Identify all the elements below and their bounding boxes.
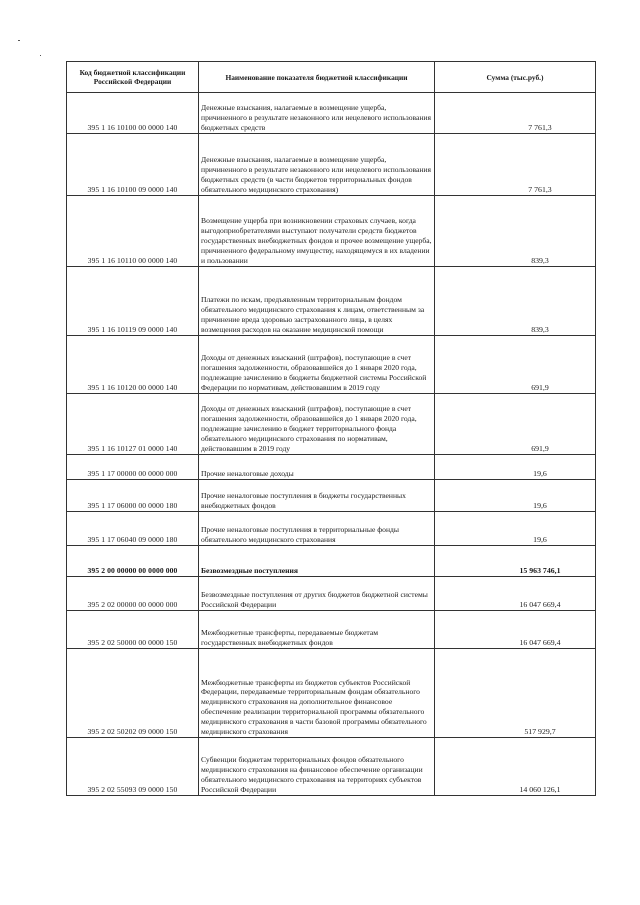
row-name: Субвенции бюджетам территориальных фондов обязательного медицинского страхования на финансовое обеспечение организации обязательного медицинского страхования на территориях субъектов Российской Федерации: [199, 738, 435, 796]
header-code: Код бюджетной классификации Российской Федерации: [67, 62, 199, 93]
row-name: Межбюджетные трансферты, передаваемые бюджетам государственных внебюджетных фондов: [199, 611, 435, 649]
row-sum: 7 761,3: [435, 134, 596, 196]
row-code: 395 2 02 50202 09 0000 150: [67, 649, 199, 738]
row-name: Возмещение ущерба при возникновении страховых случаев, когда выгодоприобретателями выступают получатели средств бюджетов государственных внебюджетных фондов и прочее возмещение ущерба, причиненного федеральному имуществу, находящемуся в их владении и пользовании: [199, 196, 435, 267]
row-sum: 19,6: [435, 480, 596, 512]
scan-speck: [18, 40, 20, 41]
row-sum: 517 929,7: [435, 649, 596, 738]
row-name: Платежи по искам, предъявленным территориальным фондом обязательного медицинского страхования к лицам, ответственным за причинение вреда здоровью застрахованного лица, в целях возмещения расходов на оказание медицинской помощи: [199, 267, 435, 336]
table-row: [67, 738, 596, 796]
table-header-row: [67, 62, 596, 93]
row-code: 395 2 02 50000 00 0000 150: [67, 611, 199, 649]
table-row: [67, 134, 596, 196]
header-name: Наименование показателя бюджетной классификации: [199, 62, 435, 93]
table-row: [67, 577, 596, 611]
row-name: Прочие неналоговые доходы: [199, 455, 435, 480]
row-name: Прочие неналоговые поступления в территориальные фонды обязательного медицинского страхования: [199, 512, 435, 546]
row-sum: 16 047 669,4: [435, 577, 596, 611]
row-name: Доходы от денежных взысканий (штрафов), поступающие в счет погашения задолженности, образовавшейся до 1 января 2020 года, подлежащие зачислению в бюджеты бюджетной системы Российской Федерации по нормативам, действовавшим в 2019 году: [199, 336, 435, 394]
row-name: Денежные взыскания, налагаемые в возмещение ущерба, причиненного в результате незаконного или нецелевого использования бюджетных средств: [199, 93, 435, 134]
table-row: [67, 512, 596, 546]
budget-classification-table: [66, 61, 596, 796]
row-code: 395 1 16 10100 09 0000 140: [67, 134, 199, 196]
row-name: Доходы от денежных взысканий (штрафов), поступающие в счет погашения задолженности, образовавшейся до 1 января 2020 года, подлежащие зачислению в бюджет территориального фонда обязательного медицинского страхования по нормативам, действовавшим в 2019 году: [199, 394, 435, 455]
row-sum: 7 761,3: [435, 93, 596, 134]
table-row-total: [67, 546, 596, 577]
row-sum: 839,3: [435, 267, 596, 336]
table-row: [67, 93, 596, 134]
row-code: 395 2 02 00000 00 0000 000: [67, 577, 199, 611]
row-code: 395 1 16 10120 00 0000 140: [67, 336, 199, 394]
row-code: 395 2 00 00000 00 0000 000: [67, 546, 199, 577]
table-row: [67, 480, 596, 512]
table-row: [67, 394, 596, 455]
row-sum: 16 047 669,4: [435, 611, 596, 649]
row-sum: 19,6: [435, 512, 596, 546]
table-row: [67, 455, 596, 480]
header-sum: Сумма (тыс.руб.): [435, 62, 596, 93]
row-code: 395 1 17 06000 00 0000 180: [67, 480, 199, 512]
row-code: 395 1 17 06040 09 0000 180: [67, 512, 199, 546]
row-sum: 19,6: [435, 455, 596, 480]
row-name: Прочие неналоговые поступления в бюджеты государственных внебюджетных фондов: [199, 480, 435, 512]
row-code: 395 1 16 10119 09 0000 140: [67, 267, 199, 336]
row-code: 395 1 16 10110 00 0000 140: [67, 196, 199, 267]
row-code: 395 1 17 00000 00 0000 000: [67, 455, 199, 480]
scan-speck: [40, 55, 41, 56]
row-sum: 14 060 126,1: [435, 738, 596, 796]
row-code: 395 1 16 10100 00 0000 140: [67, 93, 199, 134]
row-code: 395 2 02 55093 09 0000 150: [67, 738, 199, 796]
table-row: [67, 649, 596, 738]
row-sum: 691,9: [435, 336, 596, 394]
row-name: Межбюджетные трансферты из бюджетов субъектов Российской Федерации, передаваемые территориальным фондам обязательного медицинского страхования на дополнительное финансовое обеспечение реализации территориальной программы обязательного медицинского страхования в части базовой программы обязательного медицинского страхования: [199, 649, 435, 738]
row-name: Безвозмездные поступления от других бюджетов бюджетной системы Российской Федерации: [199, 577, 435, 611]
row-name: Денежные взыскания, налагаемые в возмещение ущерба, причиненного в результате незаконного или нецелевого использования бюджетных средств (в части бюджетов территориальных фондов обязательного медицинского страхования): [199, 134, 435, 196]
row-sum: 15 963 746,1: [435, 546, 596, 577]
table-row: [67, 336, 596, 394]
row-sum: 691,9: [435, 394, 596, 455]
row-code: 395 1 16 10127 01 0000 140: [67, 394, 199, 455]
row-name: Безвозмездные поступления: [199, 546, 435, 577]
table-row: [67, 196, 596, 267]
table-row: [67, 611, 596, 649]
row-sum: 839,3: [435, 196, 596, 267]
table-row: [67, 267, 596, 336]
